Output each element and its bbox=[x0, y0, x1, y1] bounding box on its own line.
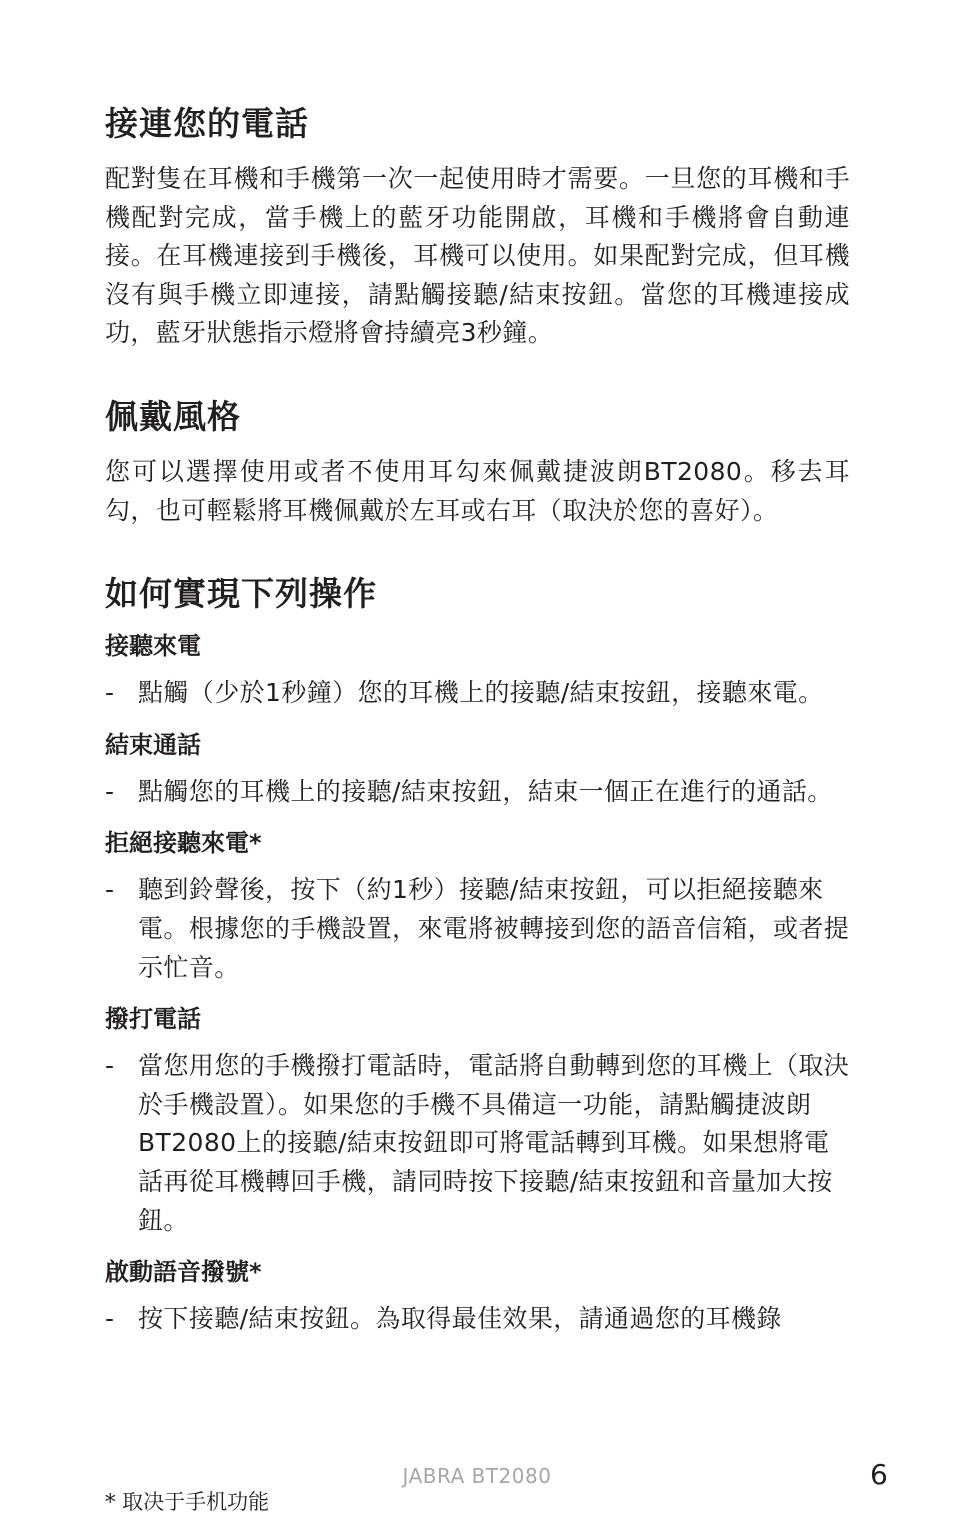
section-title-how-to: 如何實現下列操作 bbox=[105, 574, 377, 614]
subsection-heading-answer-call: 接聽來電 bbox=[105, 632, 201, 661]
list-dash: - bbox=[105, 875, 115, 905]
list-item-text: 聽到鈴聲後，按下（約1秒）接聽/結束按鈕，可以拒絕接聽來電。根據您的手機設置，來電將被轉接到您的語音信箱，或者提示忙音。 bbox=[138, 875, 850, 982]
footnote: * 取决于手机功能 bbox=[105, 1490, 270, 1514]
section-body-wearing-style: 您可以選擇使用或者不使用耳勾來佩戴捷波朗BT2080。移去耳勾，也可輕鬆將耳機佩戴於左耳或右耳（取決於您的喜好）。 bbox=[105, 456, 850, 525]
list-dash: - bbox=[105, 678, 115, 708]
section-title-connect-phone: 接連您的電話 bbox=[105, 104, 309, 143]
list-item-text: 當您用您的手機撥打電話時，電話將自動轉到您的耳機上（取決於手機設置）。如果您的手機不具備這一功能，請點觸捷波朗BT2080上的接聽/結束按鈕即可將電話轉到耳機。如果想將電話再從耳機轉回手機，請同時按下接聽/結束按鈕和音量加大按鈕。 bbox=[138, 1051, 850, 1235]
list-item-end-call bbox=[105, 773, 850, 812]
subsection-heading-reject-call: 拒絕接聽來電* bbox=[105, 829, 262, 858]
list-dash: - bbox=[105, 1304, 115, 1334]
list-item-text: 點觸您的耳機上的接聽/結束按鈕，結束一個正在進行的通話。 bbox=[138, 776, 833, 806]
list-item-text: 按下接聽/結束按鈕。為取得最佳效果，請通過您的耳機錄 bbox=[138, 1304, 782, 1334]
list-item-make-call bbox=[105, 1047, 850, 1240]
footer-brand: JABRA BT2080 bbox=[402, 1464, 552, 1488]
section-body-connect-phone: 配對隻在耳機和手機第一次一起使用時才需要。一旦您的耳機和手機配對完成，當手機上的藍牙功能開啟，耳機和手機將會自動連接。在耳機連接到手機後，耳機可以使用。如果配對完成，但耳機沒有與手機立即連接，請點觸接聽/結束按鈕。當您的耳機連接成功，藍牙狀態指示燈將會持續亮3秒鐘。 bbox=[105, 164, 850, 348]
subsection-heading-end-call: 結束通話 bbox=[105, 730, 201, 759]
page-content bbox=[105, 100, 850, 1339]
list-dash: - bbox=[105, 776, 115, 806]
list-item-text: 點觸（少於1秒鐘）您的耳機上的接聽/結束按鈕，接聽來電。 bbox=[138, 678, 824, 708]
list-item-reject-call bbox=[105, 871, 850, 987]
subsection-heading-make-call: 撥打電話 bbox=[105, 1005, 201, 1034]
list-dash: - bbox=[105, 1051, 115, 1081]
section-title-wearing-style: 佩戴風格 bbox=[105, 396, 241, 436]
page-number: 6 bbox=[870, 1458, 888, 1491]
subsection-heading-voice-dial: 啟動語音撥號* bbox=[105, 1258, 262, 1287]
list-item-voice-dial bbox=[105, 1300, 850, 1339]
list-item-answer-call bbox=[105, 674, 850, 713]
